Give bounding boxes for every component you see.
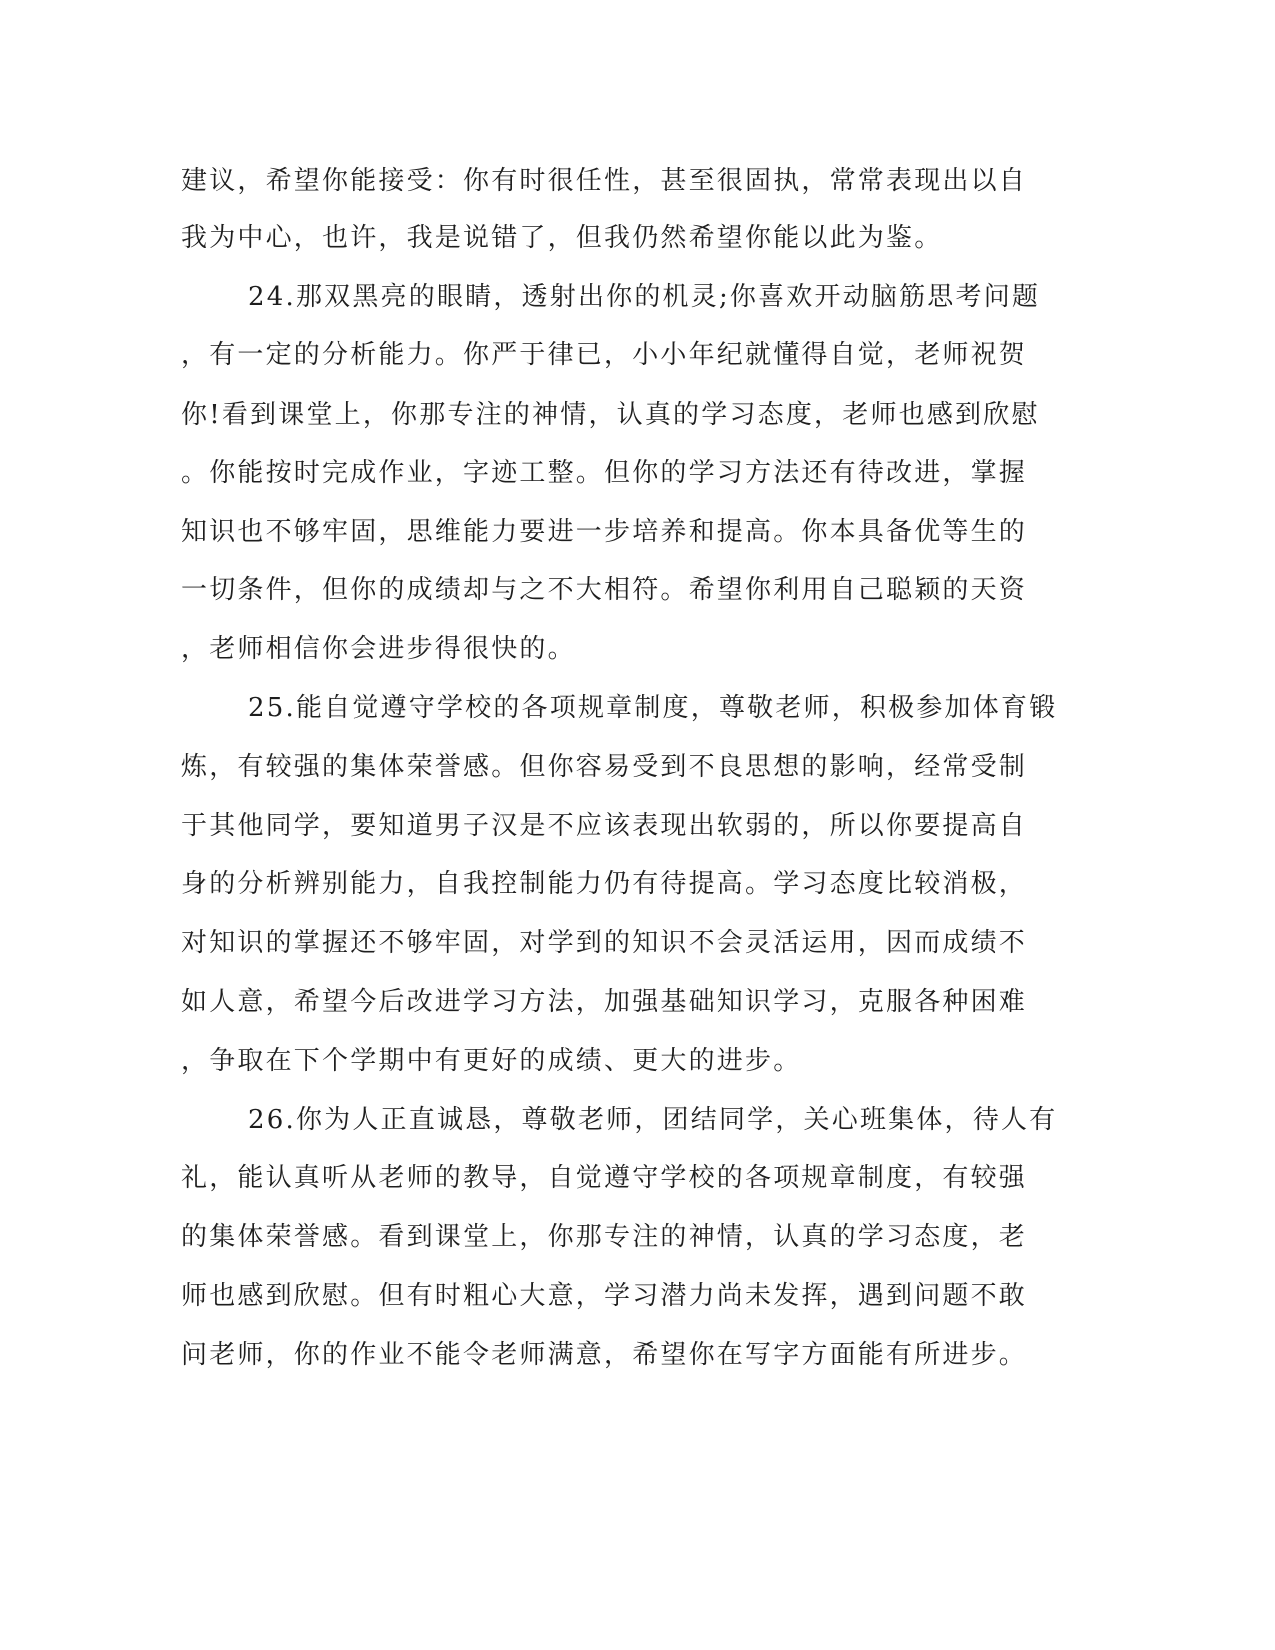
text-line: 26.你为人正直诚恳，尊敬老师，团结同学，关心班集体，待人有 [248, 1105, 1058, 1135]
text-line: 的集体荣誉感。看到课堂上，你那专注的神情，认真的学习态度，老 [181, 1222, 1028, 1252]
text-line: 问老师，你的作业不能令老师满意，希望你在写字方面能有所进步。 [181, 1340, 1028, 1370]
text-line: 一切条件，但你的成绩却与之不大相符。希望你利用自己聪颖的天资 [181, 575, 1028, 605]
text-line: 知识也不够牢固，思维能力要进一步培养和提高。你本具备优等生的 [181, 517, 1028, 547]
text-line: ，争取在下个学期中有更好的成绩、更大的进步。 [181, 1046, 802, 1076]
text-line: 炼，有较强的集体荣誉感。但你容易受到不良思想的影响，经常受制 [181, 752, 1028, 782]
text-line: 于其他同学，要知道男子汉是不应该表现出软弱的，所以你要提高自 [181, 811, 1028, 841]
text-line: 如人意，希望今后改进学习方法，加强基础知识学习，克服各种困难 [181, 987, 1028, 1017]
text-line: 师也感到欣慰。但有时粗心大意，学习潜力尚未发挥，遇到问题不敢 [181, 1281, 1028, 1311]
text-line: 24.那双黑亮的眼睛，透射出你的机灵;你喜欢开动脑筋思考问题 [248, 282, 1041, 312]
text-line: 我为中心，也许，我是说错了，但我仍然希望你能以此为鉴。 [181, 223, 943, 253]
text-line: 25.能自觉遵守学校的各项规章制度，尊敬老师，积极参加体育锻 [248, 693, 1058, 723]
text-line: 身的分析辨别能力，自我控制能力仍有待提高。学习态度比较消极， [181, 869, 1028, 899]
text-line: 对知识的掌握还不够牢固，对学到的知识不会灵活运用，因而成绩不 [181, 928, 1028, 958]
text-line: 礼，能认真听从老师的教导，自觉遵守学校的各项规章制度，有较强 [181, 1163, 1028, 1193]
text-line: ，有一定的分析能力。你严于律已，小小年纪就懂得自觉，老师祝贺 [181, 340, 1028, 370]
text-line: ，老师相信你会进步得很快的。 [181, 634, 576, 664]
text-line: 你!看到课堂上，你那专注的神情，认真的学习态度，老师也感到欣慰 [181, 400, 1040, 430]
text-line: 。你能按时完成作业，字迹工整。但你的学习方法还有待改进，掌握 [181, 458, 1028, 488]
text-line: 建议，希望你能接受：你有时很任性，甚至很固执，常常表现出以自 [181, 166, 1028, 196]
